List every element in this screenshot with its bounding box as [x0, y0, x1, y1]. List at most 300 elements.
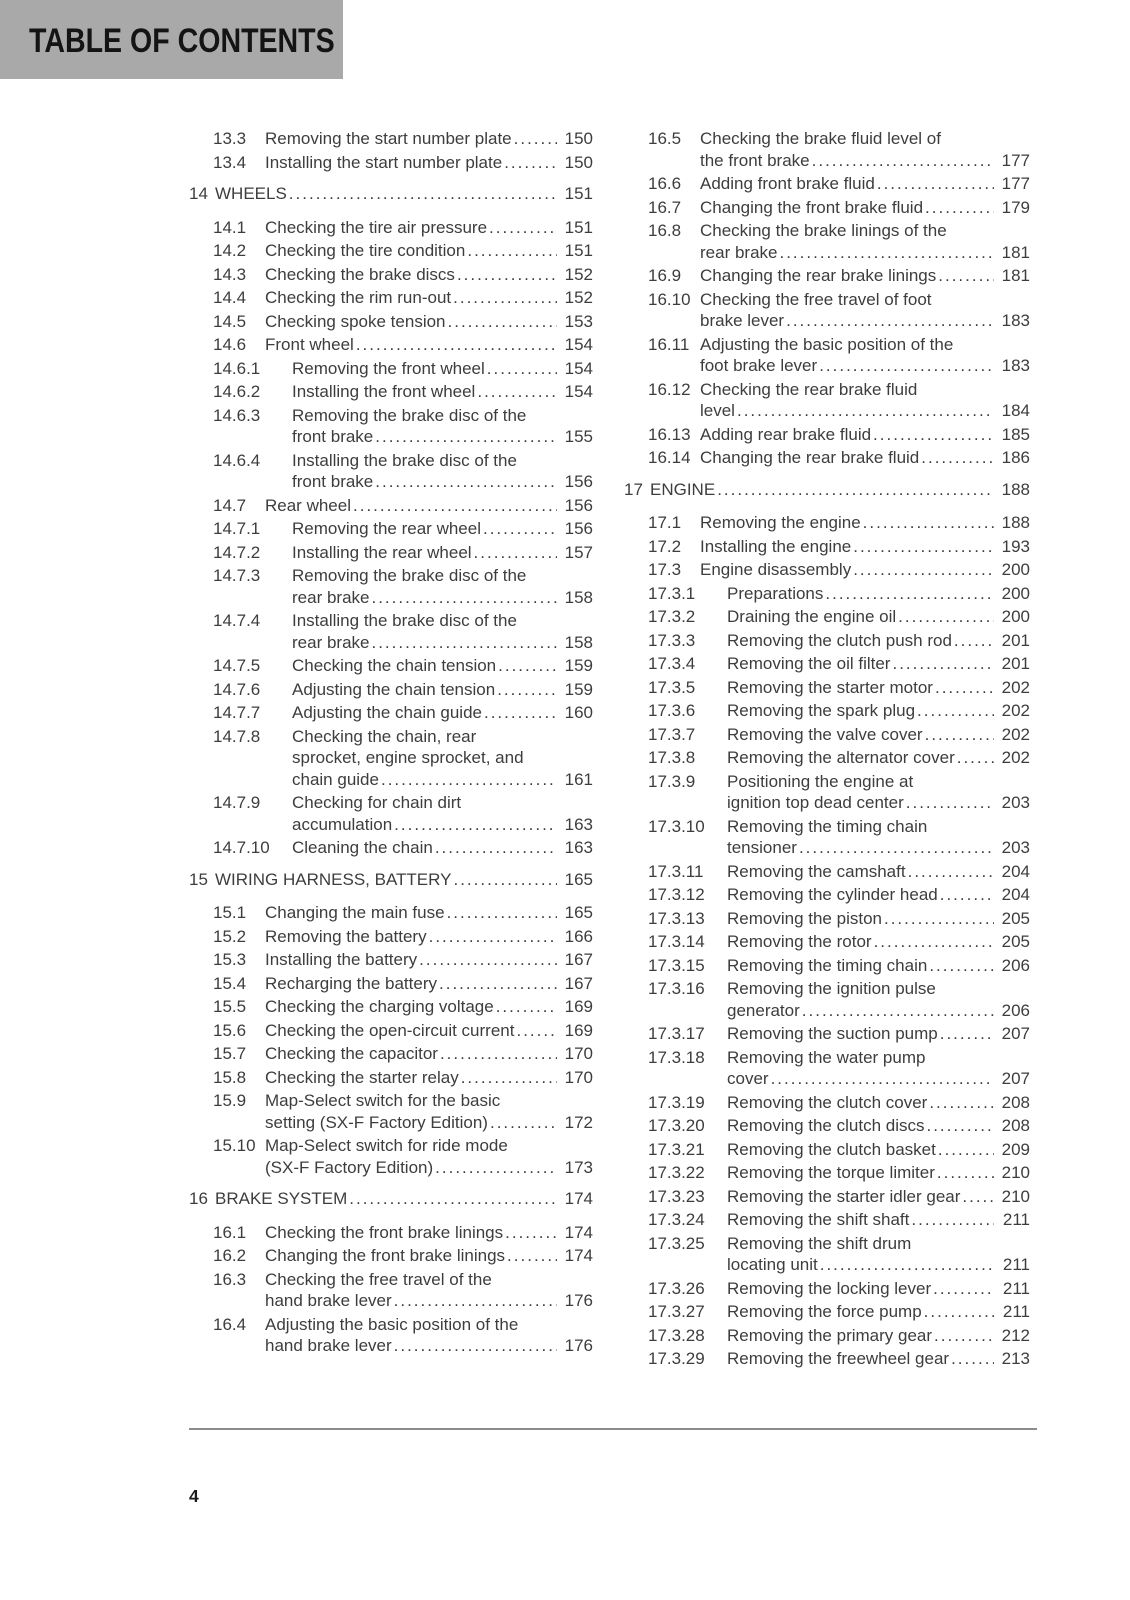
toc-entry-title: Checking the starter relay: [265, 1067, 459, 1087]
toc-page-ref: 174: [564, 1189, 593, 1208]
toc-entry-number: 16.11: [648, 334, 690, 354]
toc-leader-dots: [919, 447, 993, 469]
toc-page-ref: 154: [564, 382, 593, 401]
toc-entry-title: setting (SX-F Factory Edition): [265, 1112, 488, 1132]
toc-page-ref: 193: [1001, 536, 1030, 556]
toc-entry-title: Removing the timing chain: [727, 816, 928, 836]
toc-entry-number: 17.3.3: [648, 630, 696, 650]
footer-page-number: 4: [189, 1486, 199, 1506]
toc-entry-number: 14.7.1: [213, 519, 261, 538]
toc-entry-title: Installing the front wheel: [292, 382, 476, 401]
toc-leader-dots: [915, 700, 994, 722]
toc-page-ref: 185: [1001, 424, 1030, 444]
toc-leader-dots: [936, 1139, 994, 1161]
toc-page-ref: 174: [564, 1246, 593, 1265]
toc-entry-title: Cleaning the chain: [292, 838, 433, 857]
toc-leader-dots: [823, 583, 993, 605]
toc-page-ref: 200: [1001, 583, 1030, 603]
toc-page-ref: 156: [564, 472, 593, 491]
toc-entry-title: Adjusting the chain tension: [292, 679, 496, 699]
toc-entry-number: 17.3.16: [648, 979, 705, 998]
toc-page-ref: 150: [564, 152, 593, 172]
toc-entry-number: 16.2: [213, 1246, 247, 1265]
toc-entry-title: brake lever: [700, 311, 785, 330]
toc-entry-title: hand brake lever: [265, 1336, 392, 1355]
toc-entry: [624, 747, 1030, 769]
toc-entry-title: Removing the force pump: [727, 1302, 922, 1321]
toc-entry: [624, 931, 1030, 953]
toc-entry: [189, 405, 593, 448]
toc-page-ref: 151: [564, 241, 593, 260]
toc-entry-title: Checking the front brake linings: [265, 1222, 504, 1242]
toc-entry-title: Removing the shift shaft: [727, 1210, 910, 1229]
toc-leader-dots: [485, 358, 557, 380]
toc-entry-title: Installing the brake disc of the: [292, 611, 517, 630]
toc-entry-title: Checking the chain tension: [292, 656, 497, 675]
toc-entry-number: 16.1: [213, 1222, 247, 1242]
toc-leader-dots: [851, 559, 993, 581]
toc-entry-title: foot brake lever: [700, 356, 818, 375]
toc-page-ref: 163: [564, 838, 593, 857]
toc-entry-title: Checking the tire air pressure: [265, 217, 488, 237]
toc-entry-number: 16.7: [648, 197, 682, 217]
toc-entry: [189, 128, 593, 150]
toc-entry-title: (SX-F Factory Edition): [265, 1157, 434, 1177]
toc-entry-number: 15.3: [213, 950, 247, 969]
toc-entry-title: Installing the battery: [265, 950, 418, 969]
toc-entry: [624, 677, 1030, 699]
toc-leader-dots: [851, 536, 993, 558]
toc-entry: [624, 1348, 1030, 1370]
toc-leader-dots: [488, 1112, 557, 1134]
toc-leader-dots: [777, 242, 993, 264]
toc-entry-title: Rear wheel: [265, 495, 351, 515]
toc-page-ref: 165: [564, 869, 593, 889]
toc-page-ref: 166: [564, 926, 593, 946]
toc-entry-title: Recharging the battery: [265, 973, 437, 993]
toc-entry-title: Map-Select switch for ride mode: [265, 1136, 508, 1155]
toc-entry: [189, 996, 593, 1018]
toc-entry-title: ignition top dead center: [727, 793, 904, 812]
toc-entry: [189, 949, 593, 971]
toc-leader-dots: [347, 1188, 556, 1210]
toc-entry-number: 15.9: [213, 1091, 247, 1110]
toc-page-ref: 163: [564, 814, 593, 834]
toc-leader-dots: [417, 949, 556, 971]
toc-entry-title: Removing the torque limiter: [727, 1163, 935, 1182]
toc-page-ref: 213: [1001, 1349, 1030, 1368]
toc-page-ref: 161: [564, 769, 593, 789]
toc-entry: [189, 358, 593, 380]
toc-entry-number: 17.3.20: [648, 1116, 705, 1135]
toc-entry: [189, 1067, 593, 1089]
toc-page-ref: 203: [1001, 793, 1030, 812]
toc-page-ref: 157: [564, 542, 593, 562]
toc-entry: [624, 1301, 1030, 1323]
toc-leader-dots: [438, 1043, 557, 1065]
toc-entry-number: 14.4: [213, 288, 247, 307]
toc-entry-number: 16.14: [648, 448, 691, 467]
toc-entry-title: accumulation: [292, 814, 393, 834]
toc-page-ref: 211: [1002, 1210, 1030, 1229]
toc-leader-dots: [351, 495, 557, 517]
toc-entry-title: Removing the brake disc of the: [292, 405, 527, 425]
toc-entry-number: 17.3.24: [648, 1210, 705, 1229]
toc-entry: [624, 978, 1030, 1021]
toc-entry-number: 17.3.18: [648, 1047, 705, 1067]
toc-entry-number: 17.3.23: [648, 1186, 705, 1206]
toc-entry-number: 14.7.7: [213, 703, 261, 722]
toc-leader-dots: [715, 479, 993, 501]
toc-entry-title: Adjusting the chain guide: [292, 703, 482, 722]
toc-entry: [624, 220, 1030, 263]
toc-entry-number: 16.6: [648, 174, 682, 193]
toc-leader-dots: [933, 677, 994, 699]
toc-entry-number: 16.5: [648, 129, 682, 148]
toc-entry-title: Removing the front wheel: [292, 358, 485, 378]
toc-entry-number: 16.10: [648, 289, 691, 309]
page-title: TABLE OF CONTENTS: [29, 22, 335, 60]
toc-entry: [189, 240, 593, 262]
toc-page-ref: 186: [1001, 448, 1030, 467]
toc-entry-number: 14.3: [213, 264, 247, 284]
toc-entry-title: Removing the piston: [727, 908, 882, 928]
toc-entry: [624, 1162, 1030, 1184]
toc-entry-number: 17.3.25: [648, 1233, 705, 1253]
toc-leader-dots: [904, 792, 994, 814]
toc-leader-dots: [769, 1068, 994, 1090]
toc-page-ref: 153: [564, 311, 593, 331]
toc-leader-dots: [433, 1157, 556, 1179]
toc-page-ref: 154: [564, 358, 593, 378]
toc-entry: [624, 536, 1030, 558]
toc-entry: [624, 653, 1030, 675]
toc-entry-number: 15.10: [213, 1136, 256, 1155]
toc-entry-title: Draining the engine oil: [727, 607, 897, 626]
toc-entry-number: 17.3.28: [648, 1325, 705, 1345]
toc-entry: [189, 495, 593, 517]
toc-entry-title: Checking the rear brake fluid: [700, 379, 918, 399]
toc-entry-number: 17.3.6: [648, 701, 696, 720]
toc-leader-dots: [875, 173, 994, 195]
toc-entry-number: 16.13: [648, 424, 691, 444]
toc-page-ref: 167: [564, 950, 593, 969]
toc-entry: [624, 724, 1030, 746]
toc-entry-title: Removing the primary gear: [727, 1325, 933, 1345]
toc-entry-title: Removing the battery: [265, 926, 427, 946]
toc-page-ref: 154: [564, 335, 593, 354]
toc-leader-dots: [800, 1000, 994, 1022]
toc-leader-dots: [503, 1222, 556, 1244]
toc-entry: [189, 565, 593, 608]
toc-entry-number: 14.7.5: [213, 656, 261, 675]
toc-entry-number: 14.7: [213, 495, 247, 515]
toc-entry: [624, 559, 1030, 581]
footer-rule: [189, 1428, 1037, 1430]
toc-leader-dots: [494, 996, 557, 1018]
toc-entry: [189, 679, 593, 701]
toc-entry-title: Removing the rear wheel: [292, 519, 481, 538]
toc-entry-number: 16.4: [213, 1314, 247, 1334]
toc-entry: [189, 1222, 593, 1244]
toc-entry-title: Adding front brake fluid: [700, 174, 875, 193]
toc-page-ref: 188: [1001, 479, 1030, 499]
toc-page-ref: 210: [1001, 1186, 1030, 1206]
toc-entry: [189, 1020, 593, 1042]
toc-entry: [189, 450, 593, 493]
toc-entry-number: 17.3.10: [648, 816, 705, 836]
toc-entry-number: 14.7.4: [213, 611, 261, 630]
toc-leader-dots: [496, 655, 556, 677]
toc-leader-dots: [369, 632, 556, 654]
toc-page-ref: 176: [564, 1291, 593, 1310]
toc-leader-dots: [487, 217, 557, 239]
toc-entry: [624, 771, 1030, 814]
toc-entry-number: 14.7.8: [213, 726, 261, 746]
toc-entry-number: 17.3.1: [648, 583, 696, 603]
toc-entry-title: Checking the charging voltage: [265, 997, 494, 1016]
toc-leader-dots: [952, 630, 994, 652]
toc-entry-title: Checking spoke tension: [265, 311, 446, 331]
toc-page-ref: 181: [1001, 266, 1030, 285]
toc-leader-dots: [936, 265, 993, 287]
toc-entry-title: Removing the starter motor: [727, 677, 933, 697]
toc-leader-dots: [935, 1162, 994, 1184]
toc-entry-number: 13.3: [213, 129, 247, 148]
toc-leader-dots: [735, 400, 994, 422]
toc-entry-number: 14.6.4: [213, 450, 261, 470]
toc-page-ref: 167: [564, 973, 593, 993]
toc-page-ref: 212: [1001, 1325, 1030, 1345]
toc-page-ref: 159: [564, 679, 593, 699]
toc-entry-title: chain guide: [292, 769, 379, 789]
toc-entry: [624, 447, 1030, 469]
toc-entry: [624, 1325, 1030, 1347]
toc-entry-title: Changing the rear brake fluid: [700, 448, 920, 467]
toc-leader-dots: [797, 837, 994, 859]
toc-page-ref: 205: [1001, 908, 1030, 928]
toc-entry-number: 17: [624, 479, 643, 499]
toc-page-ref: 202: [1001, 701, 1030, 720]
toc-entry-number: 15.6: [213, 1020, 247, 1040]
toc-entry-number: 17.3.17: [648, 1024, 705, 1043]
toc-entry-title: Positioning the engine at: [727, 771, 914, 791]
toc-entry-number: 14.7.9: [213, 793, 261, 812]
toc-leader-dots: [938, 1023, 994, 1045]
toc-page-ref: 200: [1001, 560, 1030, 579]
toc-page-ref: 202: [1001, 677, 1030, 697]
toc-entry: [189, 334, 593, 356]
toc-entry-number: 15: [189, 869, 208, 889]
toc-page-ref: 202: [1001, 748, 1030, 767]
toc-entry: [189, 542, 593, 564]
toc-entry-title: Map-Select switch for the basic: [265, 1091, 501, 1110]
toc-entry-number: 17.1: [648, 513, 682, 532]
toc-leader-dots: [817, 355, 993, 377]
toc-entry-title: tensioner: [727, 838, 797, 857]
toc-leader-dots: [446, 311, 557, 333]
toc-page-ref: 204: [1001, 885, 1030, 904]
toc-leader-dots: [810, 150, 994, 172]
toc-leader-dots: [451, 287, 556, 309]
toc-entry-number: 14.2: [213, 241, 247, 260]
toc-entry: [189, 217, 593, 239]
toc-leader-dots: [287, 183, 557, 205]
toc-entry-number: 17.2: [648, 536, 682, 556]
toc-entry-number: 16.8: [648, 221, 682, 240]
toc-page-ref: 210: [1001, 1163, 1030, 1182]
toc-leader-dots: [512, 128, 557, 150]
toc-entry: [189, 287, 593, 309]
toc-leader-dots: [923, 197, 994, 219]
toc-entry-number: 17.3: [648, 560, 682, 579]
toc-entry: [189, 837, 593, 859]
toc-page-ref: 169: [564, 1020, 593, 1040]
toc-entry: [624, 908, 1030, 930]
toc-leader-dots: [392, 1290, 557, 1312]
toc-entry-number: 14.7.2: [213, 542, 261, 562]
toc-entry: [189, 311, 593, 333]
toc-entry-number: 14: [189, 184, 208, 203]
toc-entry-number: 17.3.29: [648, 1349, 705, 1368]
toc-entry: [624, 1047, 1030, 1090]
toc-page-ref: 176: [564, 1336, 593, 1355]
toc-entry: [624, 265, 1030, 287]
toc-entry-title: Removing the rotor: [727, 932, 872, 951]
toc-page-ref: 174: [564, 1222, 593, 1242]
toc-entry-title: Checking the brake linings of the: [700, 221, 947, 240]
toc-leader-dots: [514, 1020, 556, 1042]
toc-entry-title: Removing the clutch discs: [727, 1116, 925, 1135]
toc-entry: [189, 152, 593, 174]
toc-entry-title: Checking the capacitor: [265, 1044, 438, 1063]
toc-leader-dots: [392, 1335, 557, 1357]
toc-page-ref: 172: [564, 1112, 593, 1132]
toc-entry-number: 13.4: [213, 152, 247, 172]
toc-entry-number: 17.3.22: [648, 1163, 705, 1182]
toc-entry-number: 17.3.4: [648, 654, 696, 673]
toc-page-ref: 211: [1002, 1302, 1030, 1321]
toc-entry-title: WIRING HARNESS, BATTERY: [215, 869, 452, 889]
toc-page-ref: 156: [564, 495, 593, 515]
toc-page-ref: 208: [1001, 1092, 1030, 1112]
toc-entry-number: 17.3.26: [648, 1278, 705, 1298]
toc-entry: [189, 702, 593, 724]
toc-page-ref: 205: [1001, 932, 1030, 951]
toc-entry-number: 15.8: [213, 1067, 247, 1087]
toc-leader-dots: [909, 1209, 994, 1231]
toc-entry-number: 17.3.2: [648, 607, 696, 626]
toc-entry-title: Removing the ignition pulse: [727, 979, 936, 998]
toc-entry-title: Adding rear brake fluid: [700, 424, 872, 444]
toc-entry: [624, 1209, 1030, 1231]
toc-entry-title: ENGINE: [650, 479, 716, 499]
toc-entry: [624, 424, 1030, 446]
toc-entry-number: 16: [189, 1189, 208, 1208]
toc-entry-number: 15.2: [213, 926, 247, 946]
toc-entry: [189, 792, 593, 835]
toc-entry-title: Engine disassembly: [700, 560, 852, 579]
toc-page-ref: 165: [564, 903, 593, 922]
toc-page-ref: 206: [1001, 955, 1030, 975]
toc-entry-title: Removing the engine: [700, 513, 861, 532]
toc-leader-dots: [505, 1245, 557, 1267]
toc-entry: [189, 1269, 593, 1312]
toc-leader-dots: [896, 606, 993, 628]
toc-page-ref: 177: [1001, 174, 1030, 193]
toc-entry-title: Checking the free travel of foot: [700, 289, 932, 309]
toc-entry-number: 17.3.9: [648, 771, 696, 791]
toc-page-ref: 203: [1001, 838, 1030, 857]
toc-leader-dots: [927, 955, 993, 977]
toc-leader-dots: [960, 1186, 993, 1208]
toc-entry: [624, 479, 1030, 501]
toc-entry-number: 17.3.15: [648, 955, 705, 975]
toc-entry-title: Installing the rear wheel: [292, 542, 472, 562]
toc-entry-title: Removing the starter idler gear: [727, 1186, 961, 1206]
toc-entry-title: Installing the brake disc of the: [292, 450, 517, 470]
toc-entry-number: 14.7.10: [213, 838, 270, 857]
toc-page-ref: 170: [564, 1067, 593, 1087]
toc-leader-dots: [379, 769, 557, 791]
toc-entry-title: the front brake: [700, 150, 810, 170]
toc-leader-dots: [949, 1348, 994, 1370]
toc-entry-number: 17.3.21: [648, 1139, 705, 1159]
toc-entry-title: Changing the front brake fluid: [700, 197, 924, 217]
toc-entry: [624, 173, 1030, 195]
toc-entry-title: Removing the cylinder head: [727, 885, 938, 904]
toc-entry-number: 17.3.13: [648, 908, 705, 928]
toc-entry-title: Preparations: [727, 583, 824, 603]
toc-entry-title: rear brake: [292, 632, 370, 652]
toc-entry-title: front brake: [292, 472, 374, 491]
toc-leader-dots: [938, 884, 994, 906]
toc-entry-number: 17.3.19: [648, 1092, 705, 1112]
toc-entry-number: 17.3.7: [648, 724, 696, 744]
toc-page-ref: 179: [1001, 197, 1030, 217]
toc-entry-title: Removing the suction pump: [727, 1024, 938, 1043]
toc-page-ref: 151: [564, 184, 593, 203]
toc-entry-number: 15.4: [213, 973, 247, 993]
toc-entry-title: Removing the valve cover: [727, 724, 923, 744]
toc-leader-dots: [932, 1325, 994, 1347]
toc-entry-title: generator: [727, 1000, 800, 1020]
toc-entry-number: 14.5: [213, 311, 247, 331]
toc-page-ref: 183: [1001, 311, 1030, 330]
toc-entry: [624, 1186, 1030, 1208]
toc-entry: [189, 726, 593, 791]
toc-entry-number: 16.9: [648, 266, 682, 285]
toc-entry-title: Removing the shift drum: [727, 1233, 912, 1253]
toc-entry-title: front brake: [292, 427, 374, 446]
toc-entry: [189, 869, 593, 891]
toc-entry: [624, 1023, 1030, 1045]
toc-page-ref: 155: [564, 427, 593, 446]
toc-entry: [624, 1278, 1030, 1300]
toc-page-ref: 207: [1001, 1024, 1030, 1043]
toc-entry-number: 17.3.27: [648, 1302, 705, 1321]
toc-leader-dots: [923, 724, 994, 746]
toc-entry: [624, 606, 1030, 628]
toc-entry-title: Removing the spark plug: [727, 701, 916, 720]
toc-page-ref: 211: [1002, 1278, 1030, 1298]
toc-entry-number: 16.12: [648, 379, 691, 399]
toc-entry-number: 17.3.14: [648, 932, 705, 951]
toc-entry-title: Removing the clutch cover: [727, 1092, 928, 1112]
toc-entry-title: Checking the brake fluid level of: [700, 129, 941, 148]
toc-entry: [189, 1245, 593, 1267]
toc-entry-number: 17.3.5: [648, 677, 696, 697]
